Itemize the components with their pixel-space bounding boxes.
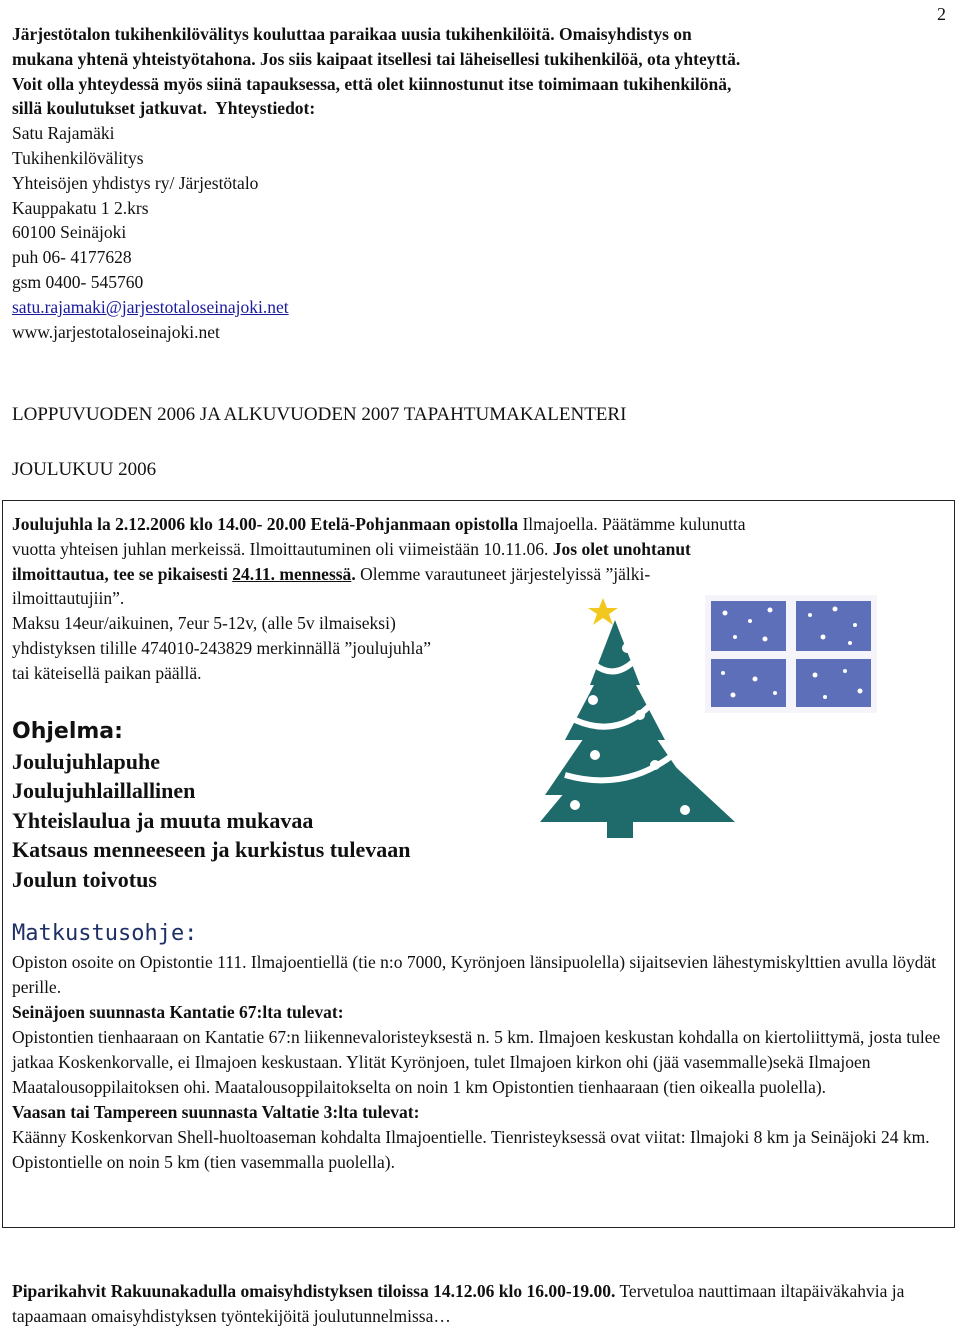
intro-line xyxy=(12,96,942,121)
event-emphasis: Jos olet unohtanut xyxy=(548,538,691,559)
contact-org: Yhteisöjen yhdistys ry/ Järjestötalo xyxy=(12,172,259,193)
fee-text: yhdistyksen tilille 474010-243829 merkinnällä ”joulujuhla” xyxy=(12,637,431,658)
intro-line: Järjestötalon tukihenkilövälitys kouluttaa paraikaa uusia tukihenkilöitä. Omaisyhdistys on xyxy=(12,24,692,44)
travel-paragraph: Opiston osoite on Opistontie 111. Ilmajoentiellä (tie n:o 7000, Kyrönjoen länsipuolella) sijaitsevien lähestymiskylttien avulla löydät perille. xyxy=(12,952,937,997)
page-number: 2 xyxy=(937,4,946,24)
intro-line: mukana yhtenä yhteistyötahona. Jos siis kaipaat itsellesi tai läheisellesi tukihenkilöä, ota yhteyttä. xyxy=(12,48,741,69)
intro-line: Voit olla yhteydessä myös siinä tapauksessa, että olet kiinnostunut itse toimimaan tukihenkilönä, xyxy=(12,73,732,94)
contact-name: Satu Rajamäki xyxy=(12,123,115,144)
contact-web: www.jarjestotaloseinajoki.net xyxy=(12,321,220,342)
window-icon xyxy=(705,595,877,713)
fee-text: Maksu 14eur/aikuinen, 7eur 5-12v, (alle 5v ilmaiseksi) xyxy=(12,613,396,634)
footer-announcement xyxy=(12,1279,942,1329)
program-heading: Ohjelma: xyxy=(12,719,123,744)
event-deadline: 24.11. mennessä xyxy=(232,563,352,584)
intro-text: sillä koulutukset jatkuvat. xyxy=(12,98,207,119)
contact-city: 60100 Seinäjoki xyxy=(12,222,127,243)
contact-phone: puh 06- 4177628 xyxy=(12,247,132,268)
event-emphasis: ilmoittautua, tee se pikaisesti xyxy=(12,563,233,584)
event-text: Olemme varautuneet järjestelyissä ”jälki- xyxy=(355,563,651,584)
event-title: Joulujuhla la 2.12.2006 klo 14.00- 20.00 Etelä-Pohjanmaan opistolla xyxy=(12,514,519,534)
program-item: Joulujuhlaillallinen xyxy=(12,778,196,803)
program-list xyxy=(12,717,410,894)
event-text: ilmoittautujiin”. xyxy=(12,588,125,609)
contact-gsm: gsm 0400- 545760 xyxy=(12,271,144,292)
travel-heading: Matkustusohje: xyxy=(12,921,198,946)
program-item: Katsaus menneeseen ja kurkistus tulevaan xyxy=(12,837,411,862)
contact-label: Yhteystiedot: xyxy=(215,98,316,119)
program-item: Yhteislaulua ja muuta mukavaa xyxy=(12,807,314,833)
travel-paragraph: Käänny Koskenkorvan Shell-huoltoaseman kohdalta Ilmajoentielle. Tienristeyksessä ovat viitat: Ilmajoki 8 km ja Seinäjoki 24 km. Opistontielle on noin 5 km (tien vasemmalla puolella). xyxy=(12,1127,930,1172)
contact-unit: Tukihenkilövälitys xyxy=(12,147,144,168)
event-emphasis: . xyxy=(351,563,356,584)
travel-subheading: Vaasan tai Tampereen suunnasta Valtatie 3:lta tulevat: xyxy=(12,1102,420,1122)
event-text: vuotta yhteisen juhlan merkeissä. Ilmoittautuminen oli viimeistään 10.11.06. xyxy=(12,538,549,559)
travel-instructions xyxy=(12,950,942,1175)
program-item: Joulujuhlapuhe xyxy=(12,748,160,774)
month-title: JOULUKUU 2006 xyxy=(12,459,157,480)
intro-paragraph xyxy=(12,22,942,344)
contact-email-link[interactable]: satu.rajamaki@jarjestotaloseinajoki.net xyxy=(12,296,289,317)
fee-text: tai käteisellä paikan päällä. xyxy=(12,662,202,683)
event-text: Ilmajoella. Päätämme kulunutta xyxy=(518,514,746,534)
footer-title: Piparikahvit Rakuunakadulla omaisyhdistyksen tiloissa 14.12.06 klo 16.00-19.00. xyxy=(12,1281,616,1301)
program-item: Joulun toivotus xyxy=(12,866,157,892)
travel-subheading: Seinäjoen suunnasta Kantatie 67:lta tulevat: xyxy=(12,1002,344,1022)
calendar-title: LOPPUVUODEN 2006 JA ALKUVUODEN 2007 TAPAHTUMAKALENTERI xyxy=(12,404,627,425)
contact-street: Kauppakatu 1 2.krs xyxy=(12,197,149,218)
footer-text: Tervetuloa nauttimaan iltapäiväkahvia ja tapaamaan omaisyhdistyksen työntekijöitä joulutunnelmissa… xyxy=(12,1281,905,1326)
travel-paragraph: Opistontien tienhaaraan on Kantatie 67:n liikennevaloristeyksestä n. 5 km. Ilmajoen keskustan kohdalla on kiertoliittymä, josta tulee jatkaa Koskenkorvalle, ei Ilmajoen keskustaan. Ylität Kyrönjoen, tulet Ilmajoen kirkon ohi (jää vasemmalle)sekä Ilmajoen Maatalousoppilaitoksen ohi. Maatalousoppilaitokselta on noin 1 km Opistontien tienhaaraan (tien oikealla puolella). xyxy=(12,1027,941,1097)
